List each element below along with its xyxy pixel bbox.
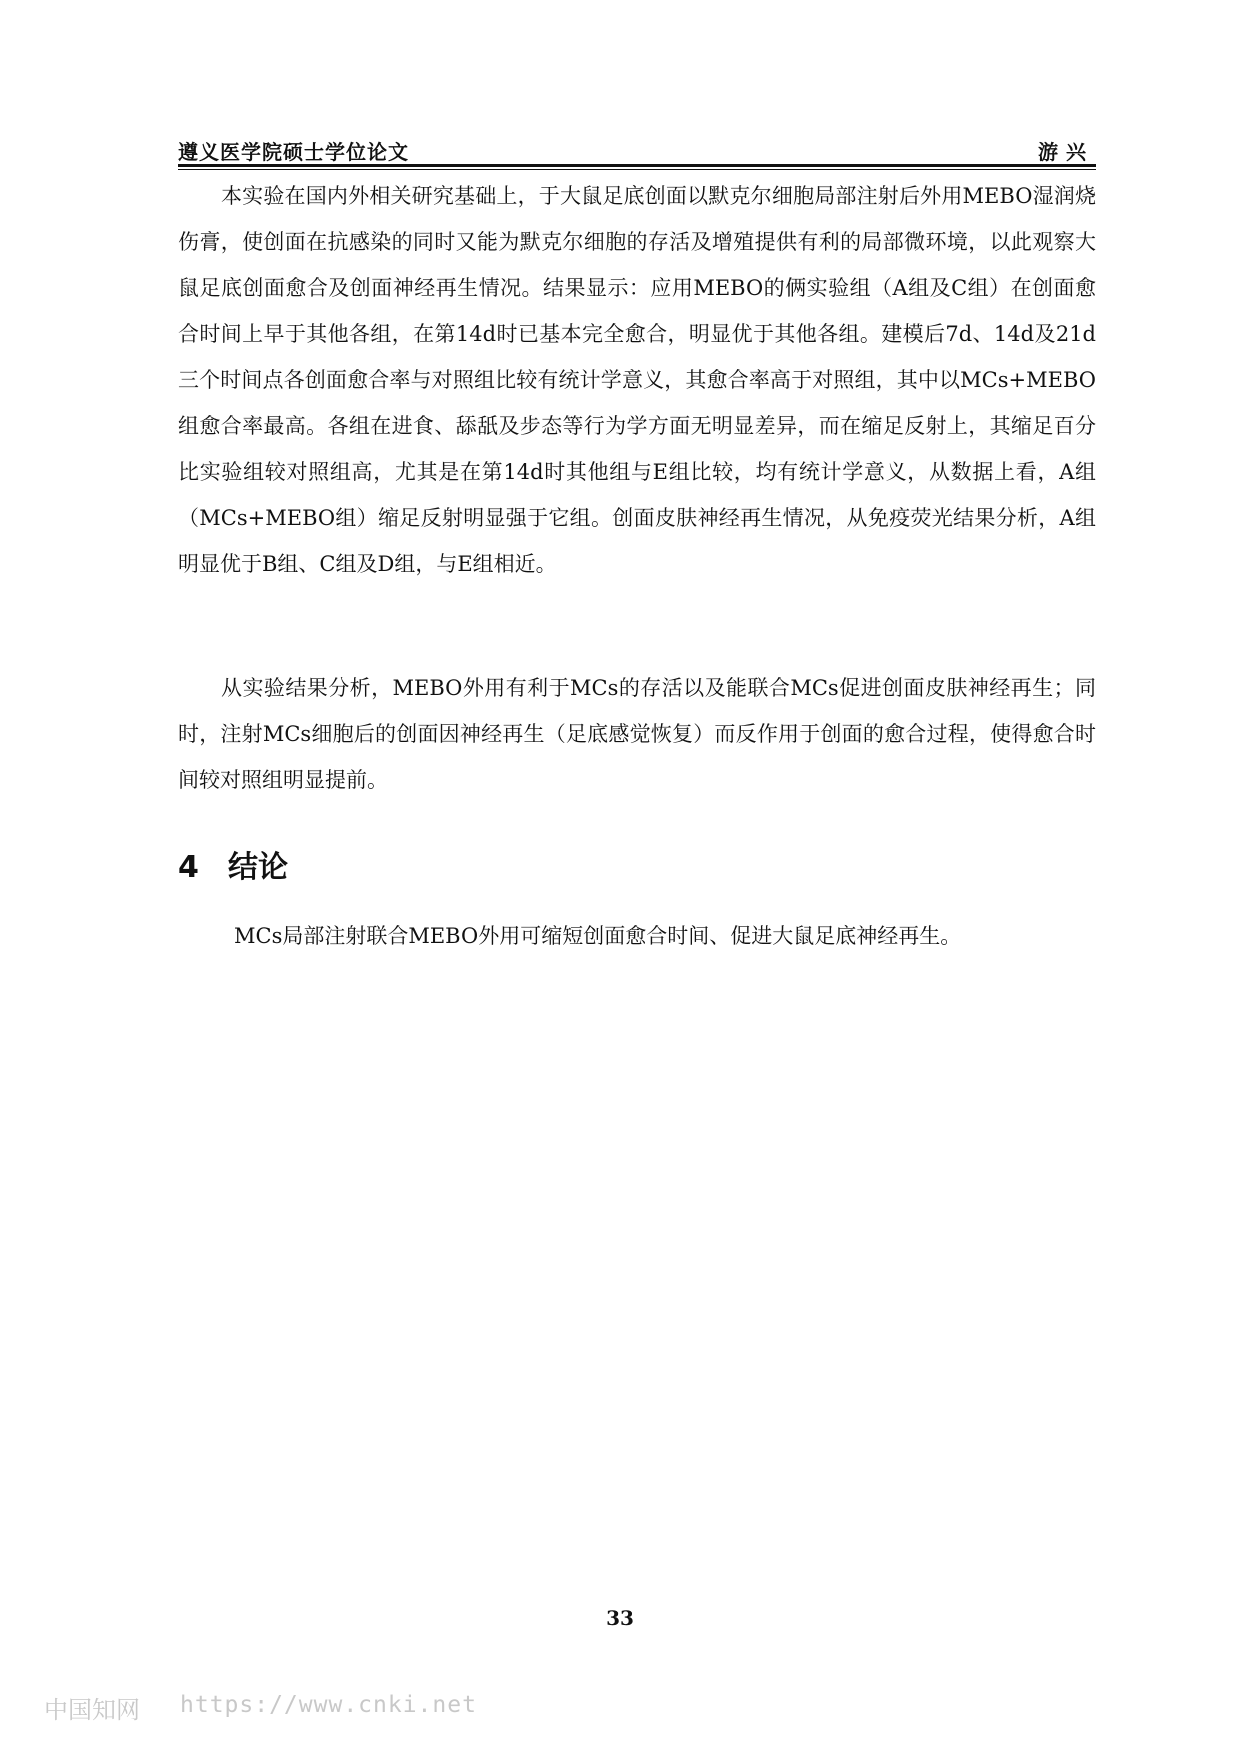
section-title: 结论	[228, 850, 288, 885]
body-paragraph-conclusion: MCs局部注射联合MEBO外用可缩短创面愈合时间、促进大鼠足底神经再生。	[234, 924, 962, 948]
header-thesis-title: 遵义医学院硕士学位论文	[178, 140, 409, 164]
header-rule-thin	[178, 169, 1096, 170]
header-author: 游兴	[1038, 140, 1094, 164]
page-number: 33	[606, 1606, 634, 1630]
section-number: 4	[178, 850, 199, 885]
body-paragraph-results: 本实验在国内外相关研究基础上，于大鼠足底创面以默克尔细胞局部注射后外用MEBO湿润烧伤膏，使创面在抗感染的同时又能为默克尔细胞的存活及增殖提供有利的局部微环境，以此观察大鼠足底创面愈合及创面神经再生情况。结果显示：应用MEBO的俩实验组（A组及C组）在创面愈合时间上早于其他各组，在第14d时已基本完全愈合，明显优于其他各组。建模后7d、14d及21d三个时间点各创面愈合率与对照组比较有统计学意义，其愈合率高于对照组，其中以MCs+MEBO组愈合率最高。各组在进食、舔舐及步态等行为学方面无明显差异，而在缩足反射上，其缩足百分比实验组较对照组高，尤其是在第14d时其他组与E组比较，均有统计学意义，从数据上看，A组（MCs+MEBO组）缩足反射明显强于它组。创面皮肤神经再生情况，从免疫荧光结果分析，A组明显优于B组、C组及D组，与E组相近。	[178, 184, 1096, 576]
running-header	[178, 128, 1096, 168]
section-heading-conclusion	[178, 842, 288, 886]
header-rule	[178, 164, 1096, 167]
body-paragraph-analysis: 从实验结果分析，MEBO外用有利于MCs的存活以及能联合MCs促进创面皮肤神经再生；同时，注射MCs细胞后的创面因神经再生（足底感觉恢复）而反作用于创面的愈合过程，使得愈合时间较对照组明显提前。	[178, 676, 1096, 792]
watermark-brand: 中国知网	[44, 1696, 140, 1724]
watermark-url: https://www.cnki.net	[180, 1692, 477, 1718]
